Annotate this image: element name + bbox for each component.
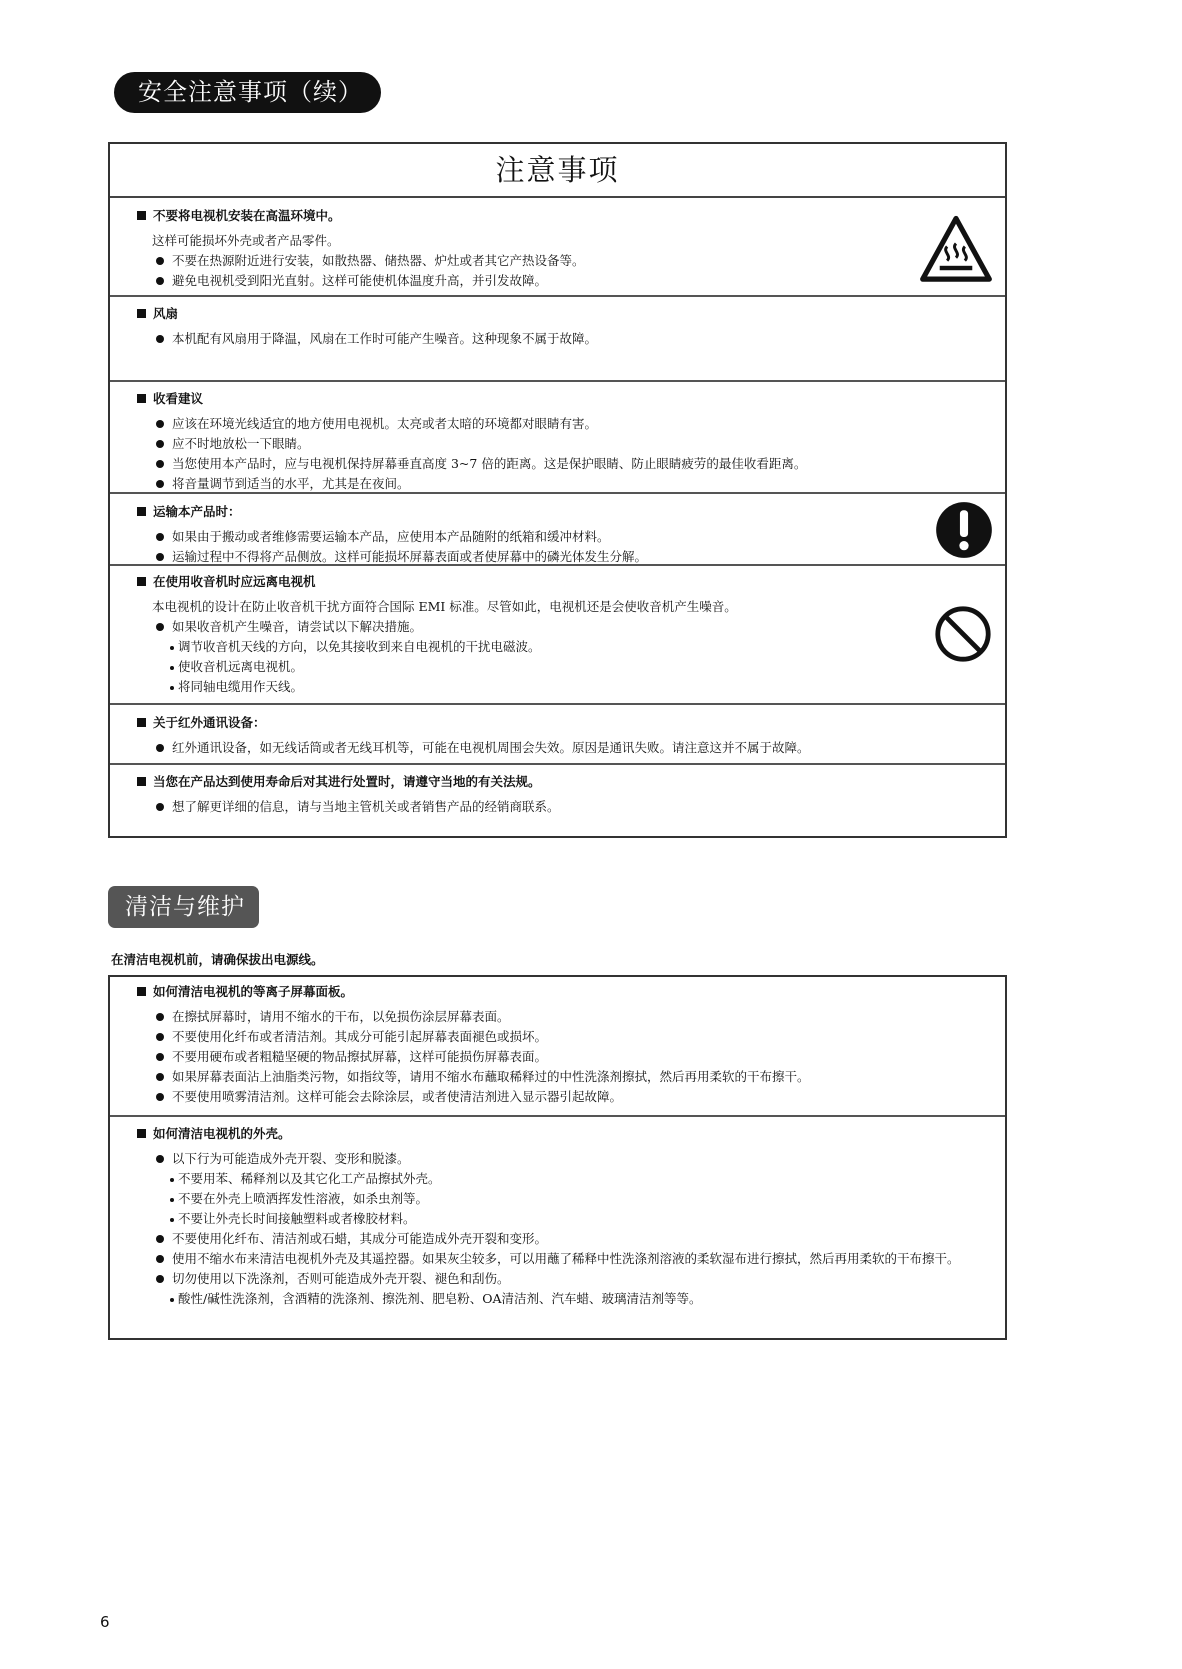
square-bullet-icon (137, 777, 146, 786)
page-section-title: 安全注意事项（续） (114, 72, 381, 113)
caution-title: 注意事项 (110, 144, 1005, 198)
notice-section (110, 297, 1005, 382)
list-item: 不要使用化纤布、清洁剂或石蜡，其成分可能造成外壳开裂和变形。 (110, 1229, 1005, 1249)
section-heading (110, 772, 1005, 792)
square-bullet-icon (137, 507, 146, 516)
list-item: 不要使用喷雾清洁剂。这样可能会去除涂层，或者使清洁剂进入显示器引起故障。 (110, 1087, 1005, 1107)
caution-box (108, 142, 1007, 838)
list-item: 调节收音机天线的方向，以免其接收到来自电视机的干扰电磁波。 (110, 637, 1005, 657)
list-item: 如果屏幕表面沾上油脂类污物，如指纹等，请用不缩水布蘸取稀释过的中性洗涤剂擦拭，然后再用柔软的干布擦干。 (110, 1067, 1005, 1087)
notice-section (110, 765, 1005, 834)
list-item: 不要用苯、稀释剂以及其它化工产品擦拭外壳。 (110, 1169, 1005, 1189)
list-item: 避免电视机受到阳光直射。这样可能使机体温度升高，并引发故障。 (110, 271, 1005, 291)
list-item: 想了解更详细的信息，请与当地主管机关或者销售产品的经销商联系。 (110, 797, 1005, 817)
list-item: 应不时地放松一下眼睛。 (110, 434, 1005, 454)
paragraph-text: 这样可能损坏外壳或者产品零件。 (152, 233, 340, 248)
section-heading (110, 1124, 1005, 1144)
square-bullet-icon (137, 309, 146, 318)
list-item: 当您使用本产品时，应与电视机保持屏幕垂直高度 3~7 倍的距离。这是保护眼睛、防止眼睛疲劳的最佳收看距离。 (110, 454, 1005, 474)
section-heading-text: 如何清洁电视机的等离子屏幕面板。 (153, 984, 354, 999)
cleaning-section-title: 清洁与维护 (108, 886, 259, 928)
list-item: 应该在环境光线适宜的地方使用电视机。太亮或者太暗的环境都对眼睛有害。 (110, 414, 1005, 434)
list-item: 不要让外壳长时间接触塑料或者橡胶材料。 (110, 1209, 1005, 1229)
section-heading (110, 206, 1005, 226)
square-bullet-icon (137, 577, 146, 586)
caution-sections (110, 198, 1005, 834)
section-heading-text: 收看建议 (153, 391, 204, 406)
square-bullet-icon (137, 211, 146, 220)
notice-section (110, 566, 1005, 705)
section-heading (110, 502, 1005, 522)
cleaning-box (108, 975, 1007, 1340)
list-item: 本机配有风扇用于降温，风扇在工作时可能产生噪音。这种现象不属于故障。 (110, 329, 1005, 349)
list-item: 使用不缩水布来清洁电视机外壳及其遥控器。如果灰尘较多，可以用蘸了稀释中性洗涤剂溶液的柔软湿布进行擦拭，然后再用柔软的干布擦干。 (110, 1249, 1005, 1269)
section-heading (110, 572, 1005, 592)
list-item: 红外通讯设备，如无线话筒或者无线耳机等，可能在电视机周围会失效。原因是通讯失败。请注意这并不属于故障。 (110, 738, 1005, 758)
list-item: 切勿使用以下洗涤剂，否则可能造成外壳开裂、褪色和刮伤。 (110, 1269, 1005, 1289)
square-bullet-icon (137, 718, 146, 727)
section-heading-text: 在使用收音机时应远离电视机 (153, 574, 316, 589)
notice-section (110, 977, 1005, 1117)
square-bullet-icon (137, 394, 146, 403)
hot-surface-warning-icon (919, 214, 993, 288)
notice-section (110, 382, 1005, 494)
list-item: 不要在外壳上喷洒挥发性溶液，如杀虫剂等。 (110, 1189, 1005, 1209)
section-heading (110, 982, 1005, 1002)
section-heading-text: 风扇 (153, 306, 179, 321)
cleaning-intro: 在清洁电视机前，请确保拔出电源线。 (111, 952, 324, 967)
list-item: 不要使用化纤布或者清洁剂。其成分可能引起屏幕表面褪色或损坏。 (110, 1027, 1005, 1047)
section-heading (110, 304, 1005, 324)
section-heading-text: 不要将电视机安装在高温环境中。 (153, 208, 341, 223)
section-heading-text: 运输本产品时： (153, 504, 241, 519)
list-item: 运输过程中不得将产品侧放。这样可能损坏屏幕表面或者使屏幕中的磷光体发生分解。 (110, 547, 1005, 567)
list-item: 酸性/碱性洗涤剂，含酒精的洗涤剂、擦洗剂、肥皂粉、OA清洁剂、汽车蜡、玻璃清洁剂等等。 (110, 1289, 1005, 1309)
list-item: 以下行为可能造成外壳开裂、变形和脱漆。 (110, 1149, 1005, 1169)
notice-section (110, 198, 1005, 297)
page-number: 6 (100, 1613, 110, 1631)
list-item: 使收音机远离电视机。 (110, 657, 1005, 677)
list-item: 不要在热源附近进行安装，如散热器、储热器、炉灶或者其它产热设备等。 (110, 251, 1005, 271)
notice-section (110, 494, 1005, 566)
list-item: 不要用硬布或者粗糙坚硬的物品擦拭屏幕，这样可能损伤屏幕表面。 (110, 1047, 1005, 1067)
notice-section (110, 1117, 1005, 1340)
exclamation-mandatory-icon (935, 501, 993, 559)
list-item: 如果由于搬动或者维修需要运输本产品，应使用本产品随附的纸箱和缓冲材料。 (110, 527, 1005, 547)
square-bullet-icon (137, 1129, 146, 1138)
section-heading (110, 389, 1005, 409)
notice-section (110, 705, 1005, 765)
list-item: 如果收音机产生噪音，请尝试以下解决措施。 (110, 617, 1005, 637)
paragraph-text: 本电视机的设计在防止收音机干扰方面符合国际 EMI 标准。尽管如此，电视机还是会使收音机产生噪音。 (152, 599, 737, 614)
section-heading (110, 713, 1005, 733)
section-heading-text: 当您在产品达到使用寿命后对其进行处置时，请遵守当地的有关法规。 (153, 774, 541, 789)
list-item: 将同轴电缆用作天线。 (110, 677, 1005, 697)
section-heading-text: 关于红外通讯设备： (153, 715, 266, 730)
list-item: 在擦拭屏幕时，请用不缩水的干布，以免损伤涂层屏幕表面。 (110, 1007, 1005, 1027)
square-bullet-icon (137, 987, 146, 996)
cleaning-sections (110, 977, 1005, 1340)
list-item: 将音量调节到适当的水平，尤其是在夜间。 (110, 474, 1005, 494)
section-heading-text: 如何清洁电视机的外壳。 (153, 1126, 291, 1141)
prohibition-icon (933, 604, 993, 664)
